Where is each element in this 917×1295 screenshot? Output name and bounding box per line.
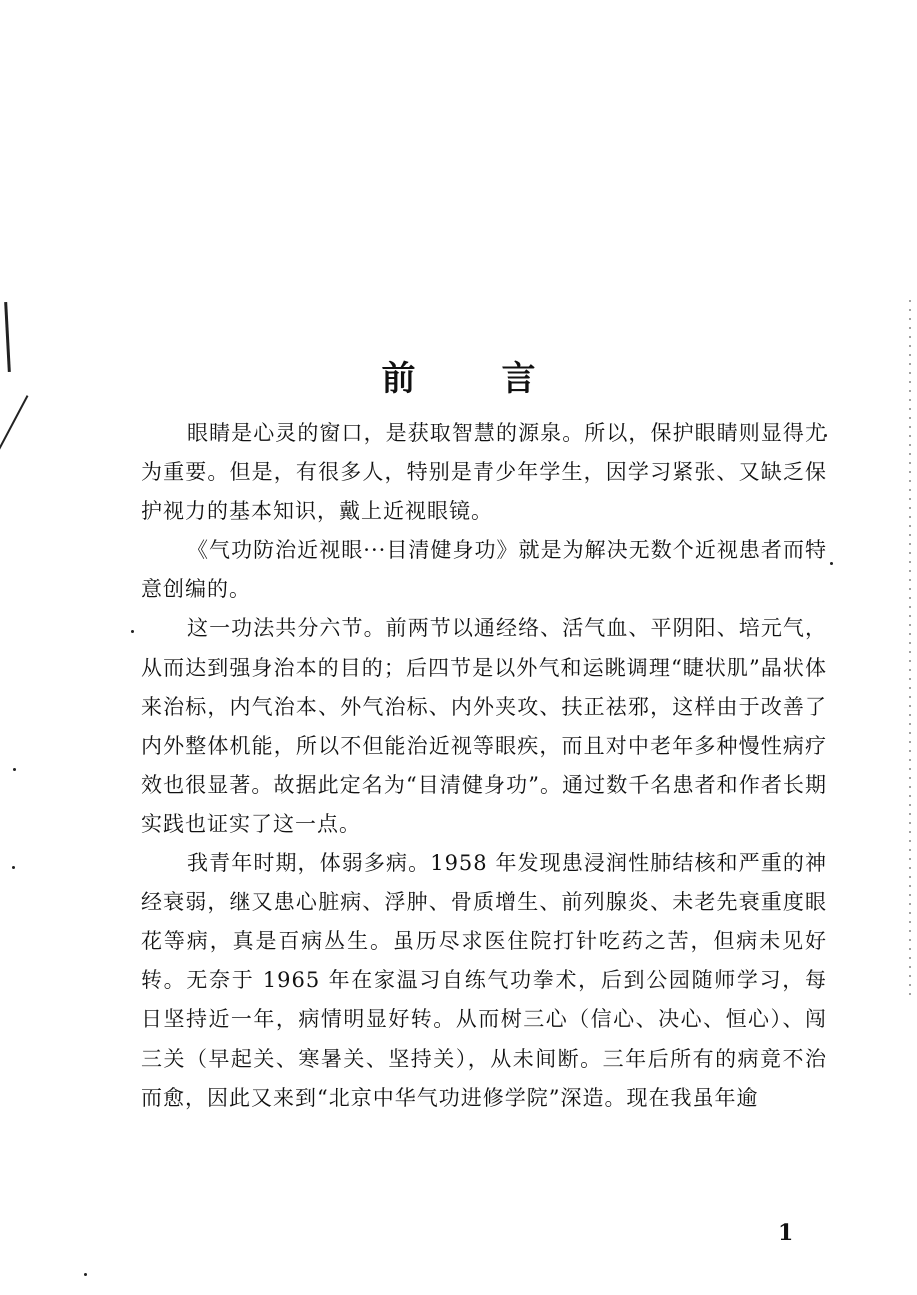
paragraph: 眼睛是心灵的窗口，是获取智慧的源泉。所以，保护眼睛则显得尤为重要。但是，有很多人，特别是青少年学生，因学习紧张、又缺乏保护视力的基本知识，戴上近视眼镜。	[141, 421, 827, 524]
scan-speck	[830, 562, 833, 565]
title-char: 前	[381, 358, 416, 399]
page-edge-speckle	[909, 300, 911, 1000]
scan-margin-mark	[0, 395, 28, 451]
scan-speck	[84, 1273, 87, 1276]
body-text	[141, 414, 827, 1118]
paragraph: 我青年时期，体弱多病。1958 年发现患浸润性肺结核和严重的神经衰弱，继又患心脏病、浮肿、骨质增生、前列腺炎、未老先衰重度眼花等病，真是百病丛生。虽历尽求医住院打针吃药之苦，但病未见好转。无奈于 1965 年在家温习自练气功拳术，后到公园随师学习，每日坚持近一年，病情明显好转。从而树三心（信心、决心、恒心）、闯三关（早起关、寒暑关、坚持关），从未间断。三年后所有的病竟不治而愈，因此又来到“北京中华气功进修学院”深造。现在我虽年逾	[141, 851, 827, 1110]
page-title	[0, 351, 917, 400]
paragraph: 这一功法共分六节。前两节以通经络、活气血、平阴阳、培元气，从而达到强身治本的目的；后四节是以外气和运眺调理“睫状肌”晶状体来治标，内气治本、外气治标、内外夹攻、扶正祛邪，这样由于改善了内外整体机能，所以不但能治近视等眼疾，而且对中老年多种慢性病疗效也很显著。故据此定名为“目清健身功”。通过数千名患者和作者长期实践也证实了这一点。	[141, 616, 827, 836]
scan-speck	[131, 630, 134, 633]
scan-speck	[12, 866, 15, 869]
page-number: 1	[778, 1220, 794, 1246]
title-char: 言	[501, 358, 536, 399]
scan-speck	[13, 768, 16, 771]
paragraph: 《气功防治近视眼···目清健身功》就是为解决无数个近视患者而特意创编的。	[141, 538, 827, 602]
